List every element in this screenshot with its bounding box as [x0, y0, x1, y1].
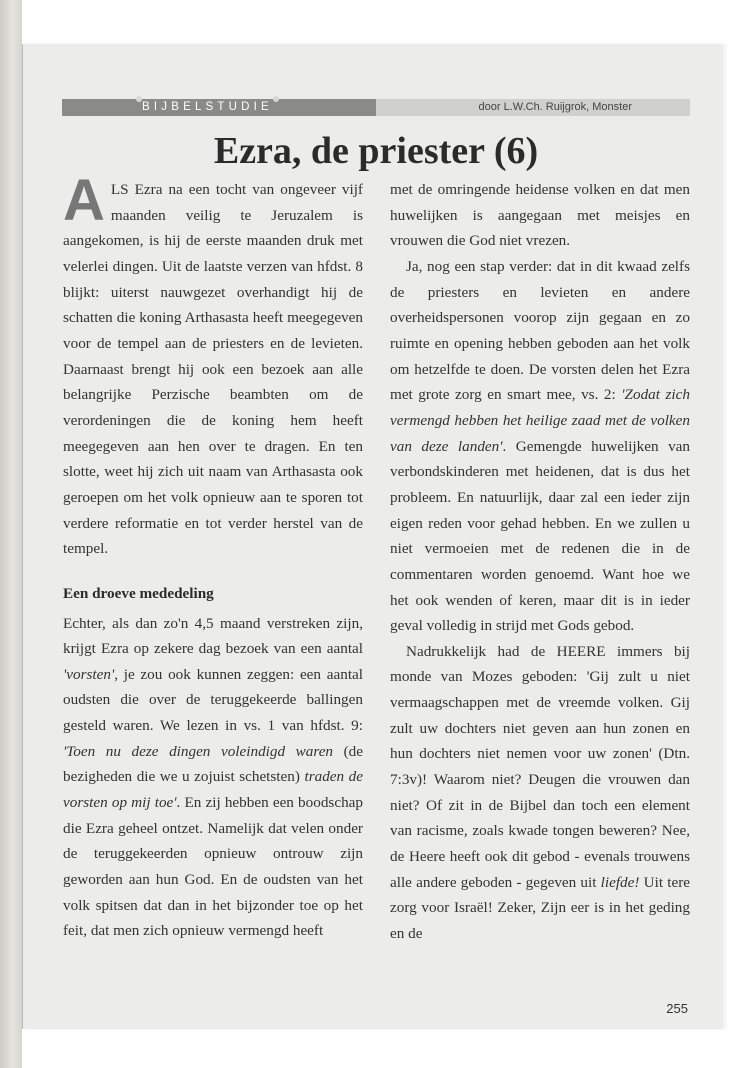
book-spine — [0, 0, 22, 1068]
left-column — [63, 168, 363, 944]
section-label: BIJBELSTUDIE — [62, 99, 376, 116]
article-title: Ezra, de priester (6) — [213, 130, 539, 172]
section-header — [62, 99, 690, 116]
paragraph: Echter, als dan zo'n 4,5 maand verstreken zijn, krijgt Ezra op zekere dag bezoek van een aantal 'vorsten', je zou ook kunnen zeggen: een aantal oudsten die over de teruggekeerde ballingen gesteld waren. We lezen in vs. 1 van hfdst. 9: 'Toen nu deze dingen voleindigd waren (de bezigheden die we u zojuist schetsten) traden de vorsten op mij toe'. En zij hebben een boodschap die Ezra geheel ontzet. Namelijk dat velen onder de teruggekeerden opnieuw ontrouw zijn geworden aan hun God. En de oudsten van het volk spitsen dat dan in het bijzonder toe op het feit, dat men zich opnieuw vermengd heeft — [63, 614, 363, 940]
subheading: Een droeve mededeling — [63, 584, 214, 602]
paragraph: Ja, nog een stap verder: dat in dit kwaad zelfs de priesters en levieten en andere overheidspersonen voorop zijn gegaan en zo ruimte en opening hebben geboden aan het volk om hetzelfde te doen. De vorsten delen het Ezra met grote zorg en smart mee, vs. 2: 'Zodat zich vermengd hebben het heilige zaad met de volken van deze landen'. Gemengde huwelijken van verbondskinderen met heidenen, dat is dus het probleem. En natuurlijk, daar zal een ieder zijn eigen reden voor gehad hebben. En we zullen u niet vermoeien met de redenen die in de commentaren worden genoemd. Want hoe we het ook wenden of keren, maar dit is in ieder geval volledig in strijd met Gods gebod. — [390, 257, 690, 635]
bullet-icon — [273, 96, 279, 102]
paragraph: met de omringende heidense volken en dat men huwelijken is aangegaan met meisjes en vrouwen die God niet vrezen. — [390, 181, 690, 250]
paragraph: ALS Ezra na een tocht van ongeveer vijf maanden veilig te Jeruzalem is aangekomen, is hij de eerste maanden druk met velerlei dingen. Uit de laatste verzen van hfdst. 8 blijkt: uiterst nauwgezet overhandigt hij de schatten die koning Arthasasta heeft meegegeven voor de tempel aan de priesters en de levieten. Daarnaast brengt hij ook een bezoek aan alle belangrijke Perzische beambten om de verordeningen die de koning hem heeft meegegeven aan hen over te dragen. En ten slotte, weet hij zich uit naam van Arthasasta ook geroepen om het volk opnieuw aan te sporen tot verdere reformatie en tot verder herstel van de tempel. — [63, 168, 363, 558]
right-column — [390, 177, 690, 947]
author-byline: door L.W.Ch. Ruijgrok, Monster — [376, 99, 690, 116]
drop-cap: A — [63, 168, 105, 233]
paragraph: Nadrukkelijk had de HEERE immers bij monde van Mozes geboden: 'Gij zult u niet vermaagschappen met de vreemde volken. Gij zult uw dochters niet geven aan hun zonen en hun dochters niet nemen voor uw zonen' (Dtn. 7:3v)! Waarom niet? Deugen die vrouwen dan niet? Of zit in de Bijbel dan toch een element van racisme, zoals kwade tongen beweren? Nee, de Heere heeft ook dit gebod - evenals trouwens alle andere geboden - gegeven uit liefde! Uit tere zorg voor Israël! Zeker, Zijn eer is in het geding en de — [390, 642, 690, 943]
page-number: 255 — [666, 1001, 688, 1016]
